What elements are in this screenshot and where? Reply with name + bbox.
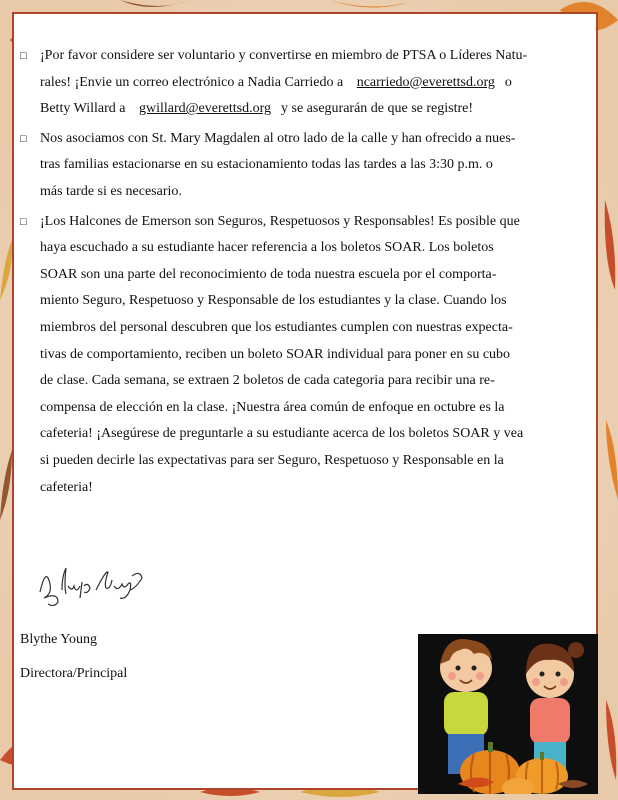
paragraph-text: tras familias estacionarse en su estacionamiento todas las tardes a las 3:30 p.m. o [40,157,493,173]
paragraph-text: miembros del personal descubren que los estudiantes cumplen con nuestras expecta- [40,319,513,335]
letter-page [12,12,598,790]
paragraph-text: rales! ¡Envie un correo electrónico a Nadia Carriedo a [40,74,347,90]
paragraph-text: haya escuchado a su estudiante hacer referencia a los boletos SOAR. Los boletos [40,240,494,256]
paragraph-text: ¡Por favor considere ser voluntario y convertirse en miembro de PTSA o Líderes Natu- [40,48,528,63]
announcement-list [20,43,596,501]
paragraph-text: cafeteria! [40,479,93,495]
email-link[interactable]: gwillard@everettsd.org [139,101,271,117]
bullet-marker: □ [20,215,27,228]
signature-title: Directora/Principal [20,666,128,681]
paragraph-text: o [504,74,512,90]
paragraph-text: más tarde si es necesario. [40,183,182,199]
paragraph-text: tivas de comportamiento, reciben un boleto SOAR individual para poner en su cubo [40,346,511,362]
paragraph-text: de clase. Cada semana, se extraen 2 boletos de cada categoria para recibir una re- [40,373,495,389]
bullet-marker: □ [20,132,27,145]
paragraph-text: si pueden decirle las expectativas para ser Seguro, Respetuoso y Responsable en la [40,452,504,468]
paragraph-text: Nos asociamos con St. Mary Magdalen al otro lado de la calle y han ofrecido a nues- [40,130,516,146]
paragraph-text: compensa de elección en la clase. ¡Nuestra área común de enfoque en octubre es la [40,399,505,415]
email-link[interactable]: ncarriedo@everettsd.org [356,74,495,90]
kids-with-pumpkins-image [418,634,598,794]
announcement-soar [20,209,596,502]
announcement-volunteer [20,43,596,123]
paragraph-text: Betty Willard a [40,101,129,117]
paragraph-text: miento Seguro, Respetuoso y Responsable de los estudiantes y la clase. Cuando los [40,293,507,309]
signature-name: Blythe Young [20,632,98,647]
paragraph-text: cafeteria! ¡Asegúrese de preguntarle a su estudiante acerca de los boletos SOAR y vea [40,426,524,442]
signature-image [36,562,146,611]
announcement-parking [20,126,596,206]
paragraph-text: SOAR son una parte del reconocimiento de toda nuestra escuela por el comporta- [40,266,497,282]
bullet-marker: □ [20,50,27,62]
paragraph-text: ¡Los Halcones de Emerson son Seguros, Respetuosos y Responsables! Es posible que [40,213,520,229]
paragraph-text: y se asegurarán de que se registre! [281,101,474,117]
